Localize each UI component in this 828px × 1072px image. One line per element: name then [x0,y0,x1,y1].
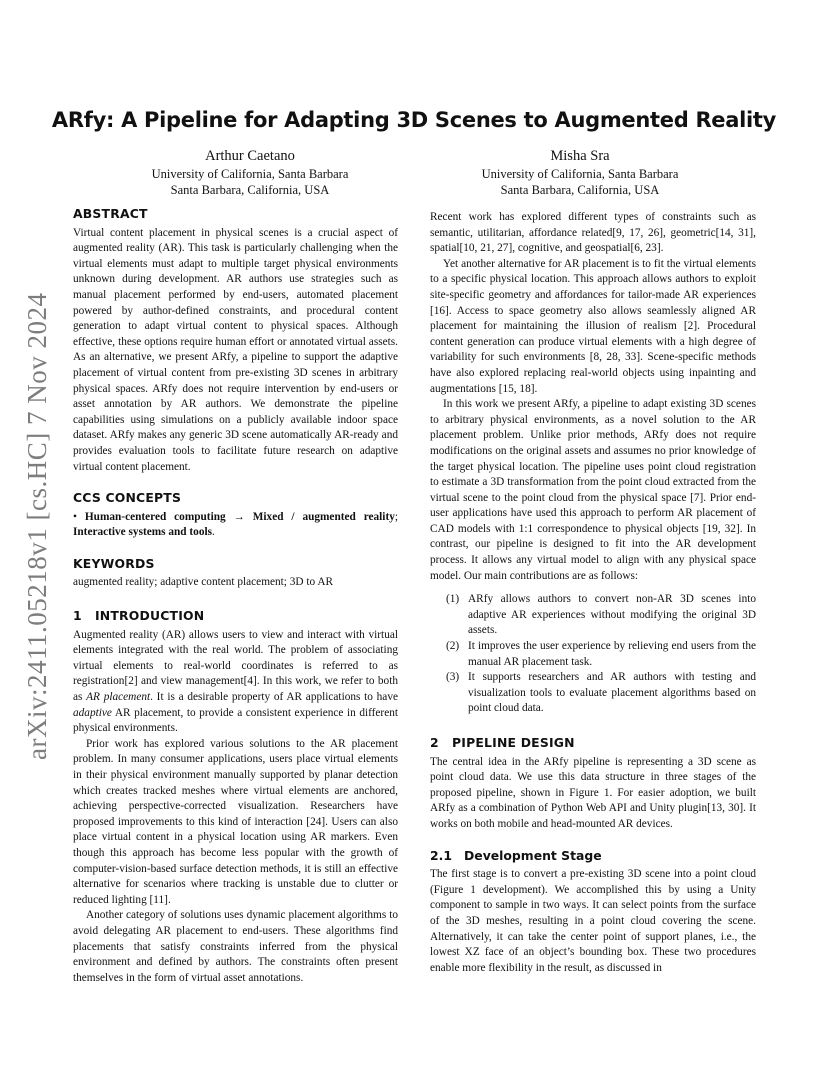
keywords-text: augmented reality; adaptive content placement; 3D to AR [73,576,334,589]
right-paragraph-2: Yet another alternative for AR placement is to fit the virtual elements to a specific physical location. This approach allows authors to exploit site-specific geometry and affordances for tailor-made AR experiences [16]. Access to space geometry also allows seamlessly aligned AR placement for maintaining the illusion of realism [2]. Procedural content generation can produce virtual elements with a high degree of variability for such environments [8, 28, 33]. Scene-specific methods have also explored replacing real-world objects using inpainting and augmentations [15, 18]. [430,257,756,395]
left-column [73,206,398,986]
author-affiliation: University of California, Santa Barbara [481,167,679,181]
paper-title: ARfy: A Pipeline for Adapting 3D Scenes to Augmented Reality [51,108,777,132]
list-item: (1) ARfy allows authors to convert non-AR 3D scenes into adaptive AR experiences without modifying the original 3D assets. [446,593,756,637]
arxiv-identifier-text: arXiv:2411.05218v1 [cs.HC] 7 Nov 2024 [22,292,52,760]
pipeline-design-text: The central idea in the ARfy pipeline is representing a 3D scene as point cloud data. We use this data structure in three stages of the proposed pipeline, shown in Figure 1. For easier adoption, we built ARfy as a combination of Python Web API and Unity plugin[13, 30]. It works on both mobile and head-mounted AR devices. [430,755,756,830]
author-affiliation: University of California, Santa Barbara [151,167,349,181]
author-name: Arthur Caetano [205,148,295,164]
contributions-list [430,592,756,717]
list-item: (3) It supports researchers and AR authors with testing and visualization tools to evaluate placement algorithms based on point cloud data. [446,671,756,715]
author-block-2 [450,146,710,198]
right-paragraph-1: Recent work has explored different types of constraints such as semantic, utilitarian, affordance related[9, 17, 26], geometric[14, 31], spatial[10, 21, 27], cognitive, and geospatial[6, 23]. [430,211,756,255]
section-heading-pipeline-design: 2 PIPELINE DESIGN [430,735,575,750]
arxiv-identifier [16,290,60,760]
ccs-concept-2: Interactive systems and tools [73,526,212,539]
keywords-heading: KEYWORDS [73,555,155,571]
subsection-heading-development-stage: 2.1 Development Stage [430,847,602,863]
ccs-text: • Human-centered computing → Mixed / augmented reality; Interactive systems and tools. [73,510,398,539]
intro-paragraph-1: Augmented reality (AR) allows users to view and interact with virtual elements integrated with the real world. The problem of associating virtual elements to real-world coordinates is referred to as registration[2] and view management[4]. In this work, we refer to both as AR placement. It is a desirable property of AR applications to have adaptive AR placement, to provide a consistent experience in different physical environments. [73,628,398,735]
list-item: (2) It improves the user experience by relieving end users from the manual AR placement task. [446,640,756,668]
author-block-1 [120,146,380,198]
abstract-heading: ABSTRACT [73,206,148,221]
right-paragraph-3: In this work we present ARfy, a pipeline to adapt existing 3D scenes to arbitrary physical environments, as a novel solution to the AR placement problem. Unlike prior methods, ARfy does not require modifications on the original assets and assumes no prior knowledge of the target physical location. The pipeline uses point cloud registration to estimate a 3D transformation from the point cloud extracted from the virtual scene to the point cloud from the physical space [7]. Prior end-user applications have used this approach to perform AR placement of CAD models with 1:1 correspondence to physical objects [19, 32]. In contrast, our pipeline is designed to fit into the AR development process. It allows any virtual model to align with any physical space model. Our main contributions are as follows: [430,398,756,582]
author-location: Santa Barbara, California, USA [500,182,660,197]
author-location: Santa Barbara, California, USA [170,182,330,197]
ccs-bullet: • [73,510,77,523]
section-heading-introduction: 1 INTRODUCTION [73,608,205,624]
intro-paragraph-2: Prior work has explored various solutions to the AR placement problem. In many consumer applications, users place virtual elements in their physical environment manually supported by planar detection which creates tracked meshes where virtual elements are anchored, achieving perspective-corrected visualization. Researchers have proposed improvements to this kind of interaction [24]. Users can also place virtual content in a physical location using AR markers. Even though this approach has become less popular with the growth of computer-vision-based surface detection methods, it is still an effective alternative for scenarios where tracking is unstable due to clutter or reduced lighting [11]. [73,737,398,906]
author-name: Misha Sra [550,148,610,164]
ccs-heading: CCS CONCEPTS [73,490,182,506]
abstract-text: Virtual content placement in physical scenes is a crucial aspect of augmented reality (AR). This task is particularly challenging when the virtual elements must adapt to multiple target physical environments unknown during development. AR authors use strategies such as manual placement performed by end-users, automated placement powered by author-defined constraints, and procedural content generation to adapt virtual content to physical spaces. Although effective, these options require human effort or annotated virtual assets. As an alternative, we present ARfy, a pipeline to support the adaptive placement of virtual content from pre-existing 3D scenes in arbitrary physical spaces. ARfy does not require intervention by end-users or asset annotation by AR authors. We demonstrate the pipeline capabilities using simulations on a publicly available indoor space dataset. ARfy makes any generic 3D scene automatically AR-ready and provides evaluation tools to facilitate future research on adaptive virtual content placement. [73,226,398,473]
ccs-concept: Human-centered computing → Mixed / augmented reality [84,510,395,523]
right-column [430,210,756,976]
intro-paragraph-3: Another category of solutions uses dynamic placement algorithms to avoid delegating AR placement to end-users. These algorithms find placements that satisfy constraints inferred from the physical environment and defined by authors. The constraints often present themselves in the form of virtual asset annotations. [73,909,398,984]
development-stage-text: The first stage is to convert a pre-existing 3D scene into a point cloud (Figure 1 development). We accomplished this by using a Unity component to sample in two ways. It can select points from the surface of the 3D meshes, resulting in a point cloud covering the scene. Alternatively, it can take the center point of support planes, i.e., the lowest XZ face of an object’s bounding box. These two procedures enable more flexibility in the result, as discussed in [430,868,756,974]
